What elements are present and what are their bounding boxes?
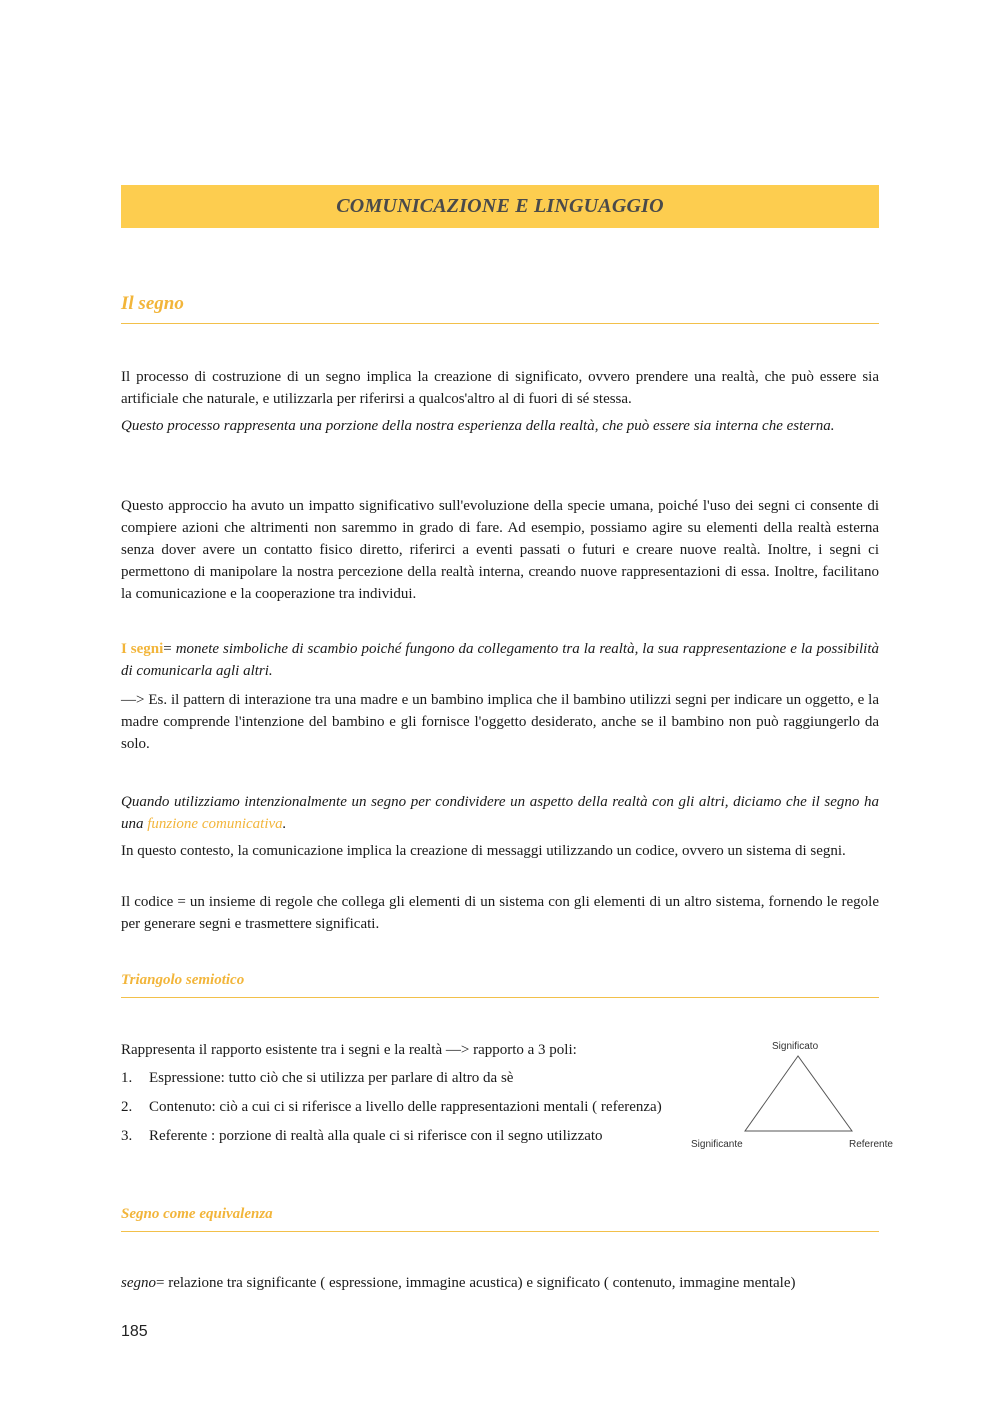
segni-term: I segni: [121, 641, 164, 657]
segni-definition: monete simboliche di scambio poiché fungono da collegamento tra la realtà, la sua rappresentazione e la possibilità di comunicarla agli altri.: [121, 641, 879, 679]
paragraph-segni-definition: [121, 638, 879, 682]
segno-term: segno: [121, 1275, 156, 1291]
label-significante: Significante: [691, 1139, 743, 1150]
list-item: 2. Contenuto: ciò a cui ci si riferisce a livello delle rappresentazioni mentali ( referenza): [121, 1099, 662, 1115]
heading-il-segno: Il segno: [121, 293, 879, 324]
heading-triangolo: Triangolo semiotico: [121, 972, 879, 998]
triangolo-list: [121, 1068, 673, 1155]
semiotic-triangle-diagram: [688, 1036, 903, 1156]
page-title: COMUNICAZIONE E LINGUAGGIO: [336, 195, 664, 217]
triangle-shape: [745, 1056, 852, 1131]
paragraph-example: —> Es. il pattern di interazione tra una madre e un bambino implica che il bambino utilizzi segni per indicare un oggetto, e la madre comprende l'intenzione del bambino e gli fornisce l'oggetto desiderato, anche se il bambino non può raggiungerlo da solo.: [121, 692, 879, 752]
comm-text-a: Quando utilizziamo intenzionalmente un segno per condividere un aspetto della realtà con gli altri, diciamo che il segno ha una: [121, 794, 879, 832]
segni-equals: =: [163, 641, 176, 657]
paragraph-equivalenza: [121, 1272, 879, 1294]
page-number: 185: [121, 1323, 148, 1340]
heading-equivalenza: Segno come equivalenza: [121, 1206, 879, 1232]
comm-text-b: .: [282, 816, 287, 832]
label-referente: Referente: [849, 1139, 893, 1150]
list-item: 1. Espressione: tutto ciò che si utilizza per parlare di altro da sè: [121, 1070, 514, 1086]
paragraph-segno-3: Questo approccio ha avuto un impatto significativo sull'evoluzione della specie umana, poiché l'uso dei segni ci consente di compiere azioni che altrimenti non saremmo in grado di fare. Ad esempio, possiamo agire su elementi della realtà esterna senza dover avere un contatto fisico diretto, riferirci a eventi passati o futuri e creare nuove realtà. Inoltre, i segni ci permettono di manipolare la nostra percezione della realtà interna, creando nuove rappresentazioni di essa. Inoltre, facilitano la comunicazione e la cooperazione tra individui.: [121, 498, 879, 602]
segno-definition: = relazione tra significante ( espressione, immagine acustica) e significato ( contenuto, immagine mentale): [156, 1275, 796, 1291]
paragraph-context: In questo contesto, la comunicazione implica la creazione di messaggi utilizzando un codice, ovvero un sistema di segni.: [121, 843, 846, 859]
paragraph-codice: Il codice = un insieme di regole che collega gli elementi di un sistema con gli elementi di un altro sistema, fornendo le regole per generare segni e trasmettere significati.: [121, 894, 879, 932]
paragraph-comunicativa: [121, 791, 879, 835]
title-banner: [121, 185, 879, 228]
paragraph-segno-2: Questo processo rappresenta una porzione della nostra esperienza della realtà, che può essere sia interna che esterna.: [121, 418, 835, 434]
list-item: 3. Referente : porzione di realtà alla quale ci si riferisce con il segno utilizzato: [121, 1128, 603, 1144]
label-significato: Significato: [772, 1041, 819, 1052]
comm-highlight: funzione comunicativa: [147, 816, 283, 832]
paragraph-segno-1: Il processo di costruzione di un segno implica la creazione di significato, ovvero prendere una realtà, che può essere sia artificiale che naturale, e utilizzarla per riferirsi a qualcos'altro al di fuori di sé stessa.: [121, 369, 879, 407]
paragraph-triangolo-intro: Rappresenta il rapporto esistente tra i segni e la realtà —> rapporto a 3 poli:: [121, 1042, 577, 1058]
